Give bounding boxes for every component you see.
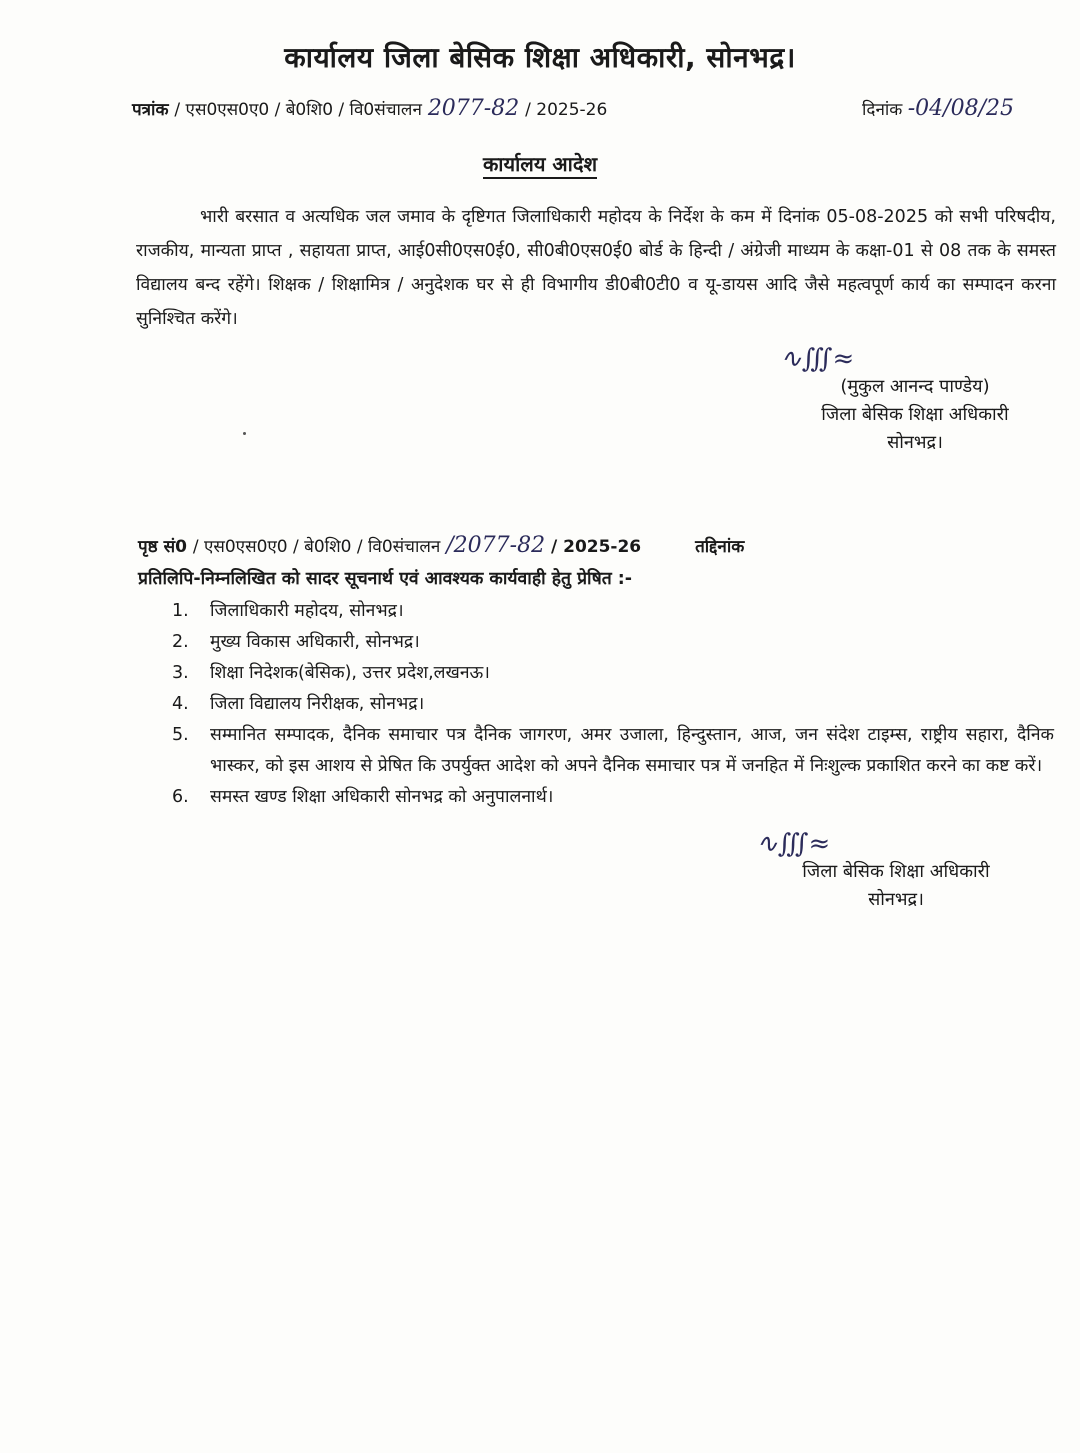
date-handwritten: -04/08/25 <box>907 96 1014 121</box>
copy-ref-label: पृष्ठ सं0 <box>138 537 187 557</box>
list-item: 1. जिलाधिकारी महोदय, सोनभद्र। <box>172 601 404 621</box>
date-label: दिनांक <box>862 100 903 120</box>
list-item: 3. शिक्षा निदेशक(बेसिक), उत्तर प्रदेश,लखनऊ। <box>172 663 490 683</box>
order-subject: कार्यालय आदेश <box>0 150 1080 177</box>
ref-handwritten-number: 2077-82 <box>427 96 520 121</box>
copy-recipient-list <box>172 596 1054 813</box>
list-item: 5. सम्मानित सम्पादक, दैनिक समाचार पत्र दैनिक जागरण, अमर उजाला, हिन्दुस्तान, आज, जन संदेश टाइम्स, राष्ट्रीय सहारा, दैनिक भास्कर, को इस आशय से प्रेषित कि उपर्युक्त आदेश को अपने दैनिक समाचार पत्र में जनहित में निःशुल्क प्रकाशित करने का कष्ट करें। <box>172 725 1054 776</box>
signatory-designation: जिला बेसिक शिक्षा अधिकारी <box>802 861 990 882</box>
list-item: 6. समस्त खण्ड शिक्षा अधिकारी सोनभद्र को अनुपालनार्थ। <box>172 787 554 807</box>
stray-mark <box>243 432 246 435</box>
signature-scribble: ∿∭≈ <box>756 829 831 859</box>
list-item: 4. जिला विद्यालय निरीक्षक, सोनभद्र। <box>172 694 425 714</box>
order-body: भारी बरसात व अत्यधिक जल जमाव के दृष्टिगत जिलाधिकारी महोदय के निर्देश के कम में दिनांक 05-08-2025 को सभी परिषदीय, राजकीय, मान्यता प्राप्त , सहायता प्राप्त, आई0सी0एस0ई0, सी0बी0एस0ई0 बोर्ड के हिन्दी / अंग्रेजी माध्यम के कक्षा-01 से 08 तक के समस्त विद्यालय बन्द रहेंगे। शिक्षक / शिक्षामित्र / अनुदेशक घर से ही विभागीय डी0बी0टी0 व यू-डायस आदि जैसे महत्वपूर्ण कार्य का सम्पादन करना सुनिश्चित करेंगे। <box>136 207 1056 329</box>
signatory-place: सोनभद्र। <box>868 889 924 910</box>
office-title: कार्यालय जिला बेसिक शिक्षा अधिकारी, सोनभद्र। <box>284 41 796 74</box>
signature-block-copy <box>756 830 1036 914</box>
copy-ref-handwritten: /2077-82 <box>446 533 546 558</box>
signatory-designation: जिला बेसिक शिक्षा अधिकारी <box>821 404 1009 425</box>
signatory-place: सोनभद्र। <box>887 432 943 453</box>
copy-reference-line <box>138 533 1038 558</box>
date-block <box>862 96 1014 121</box>
copy-ref-printed: / एस0एस0ए0 / बे0शि0 / वि0संचालन <box>192 537 441 557</box>
copy-ref-date: तद्दिनांक <box>695 537 745 557</box>
copy-ref-year: / 2025-26 <box>550 537 642 557</box>
ref-year: / 2025-26 <box>525 100 608 120</box>
signature-scribble: ∿∭≈ <box>780 344 855 374</box>
reference-line <box>132 96 1052 121</box>
signatory-name: (मुकुल आनन्द पाण्डेय) <box>840 376 990 397</box>
ref-label: पत्रांक <box>132 100 169 120</box>
list-item: 2. मुख्य विकास अधिकारी, सोनभद्र। <box>172 632 420 652</box>
copy-heading: प्रतिलिपि-निम्नलिखित को सादर सूचनार्थ एवं आवश्यक कार्यवाही हेतु प्रेषित :- <box>138 569 633 589</box>
signature-block-primary <box>780 345 1050 457</box>
ref-printed: / एस0एस0ए0 / बे0शि0 / वि0संचालन <box>174 100 422 120</box>
